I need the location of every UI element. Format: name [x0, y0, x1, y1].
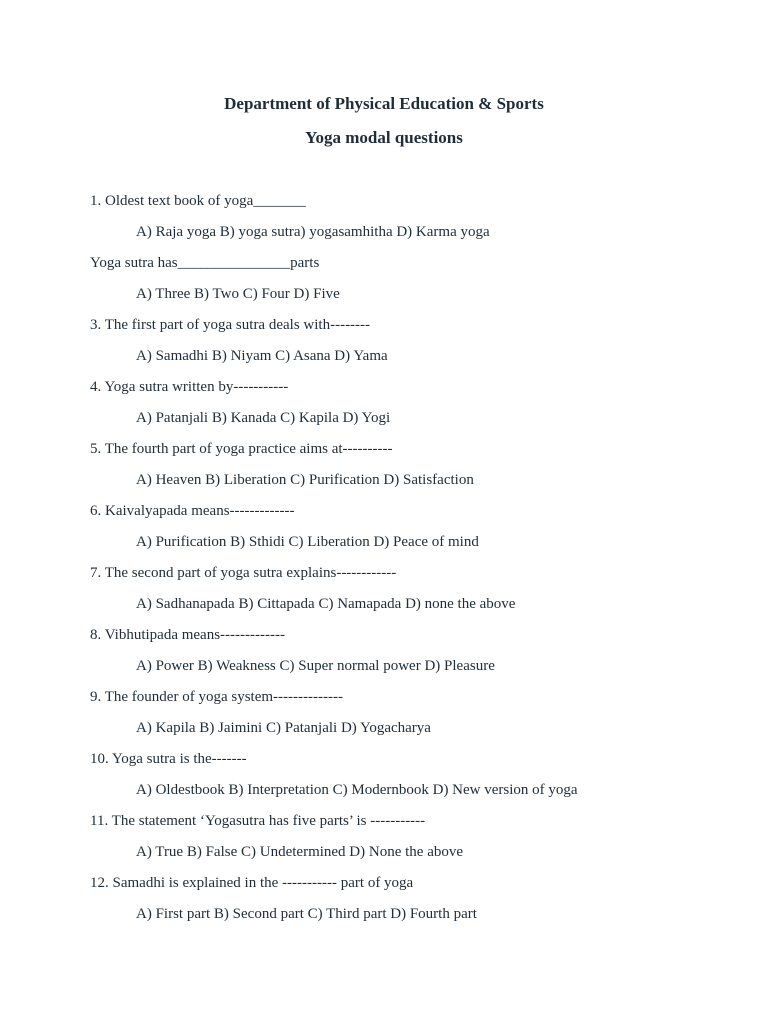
department-heading: Department of Physical Education & Sports [224, 94, 544, 113]
question-options: A) Samadhi B) Niyam C) Asana D) Yama [136, 348, 388, 364]
question-text: 10. Yoga sutra is the------- [90, 751, 247, 767]
question-text: 4. Yoga sutra written by----------- [90, 379, 289, 395]
document-subtitle: Yoga modal questions [305, 128, 463, 147]
question-item [90, 626, 730, 688]
question-options: A) Heaven B) Liberation C) Purification D) Satisfaction [136, 472, 474, 488]
question-options: A) Purification B) Sthidi C) Liberation D) Peace of mind [136, 534, 479, 550]
question-options: A) Three B) Two C) Four D) Five [136, 286, 340, 302]
question-item [90, 874, 730, 936]
question-item [90, 378, 730, 440]
question-text: 9. The founder of yoga system-------------- [90, 689, 343, 705]
question-text: 12. Samadhi is explained in the ----------- part of yoga [90, 875, 414, 891]
question-text: 3. The first part of yoga sutra deals with-------- [90, 317, 371, 333]
question-options: A) First part B) Second part C) Third part D) Fourth part [136, 906, 477, 922]
question-list [90, 192, 730, 936]
question-text: Yoga sutra has_______________parts [90, 255, 320, 271]
question-item [90, 812, 730, 874]
question-text: 7. The second part of yoga sutra explains------------ [90, 565, 397, 581]
question-item [90, 316, 730, 378]
question-item [90, 564, 730, 626]
question-options: A) Oldestbook B) Interpretation C) Modernbook D) New version of yoga [136, 782, 578, 798]
question-options: A) Power B) Weakness C) Super normal power D) Pleasure [136, 658, 495, 674]
question-options: A) Kapila B) Jaimini C) Patanjali D) Yogacharya [136, 720, 431, 736]
question-item [90, 192, 730, 254]
question-item [90, 750, 730, 812]
question-item [90, 502, 730, 564]
question-text: 8. Vibhutipada means------------- [90, 627, 285, 643]
question-options: A) Sadhanapada B) Cittapada C) Namapada D) none the above [136, 596, 516, 612]
question-text: 6. Kaivalyapada means------------- [90, 503, 295, 519]
question-text: 5. The fourth part of yoga practice aims at---------- [90, 441, 393, 457]
question-options: A) Patanjali B) Kanada C) Kapila D) Yogi [136, 410, 391, 426]
question-options: A) Raja yoga B) yoga sutra) yogasamhitha D) Karma yoga [136, 224, 490, 240]
question-item [90, 440, 730, 502]
question-text: 11. The statement ‘Yogasutra has five parts’ is ----------- [90, 813, 426, 829]
question-item [90, 688, 730, 750]
question-item [90, 254, 730, 316]
question-text: 1. Oldest text book of yoga_______ [90, 193, 306, 209]
question-options: A) True B) False C) Undetermined D) None the above [136, 844, 464, 860]
